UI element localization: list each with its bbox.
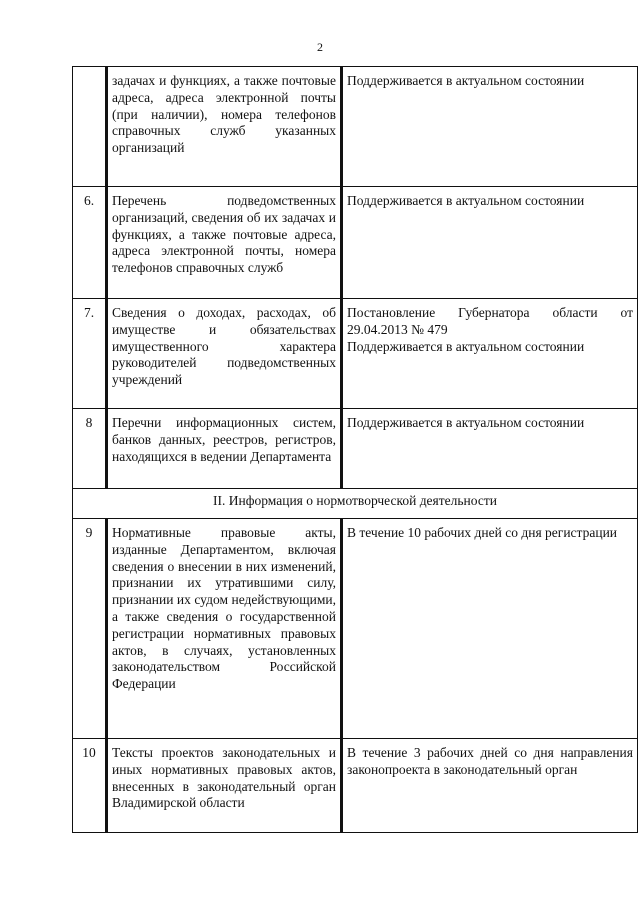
row-term: Поддерживается в актуальном состоянии <box>342 409 638 489</box>
page-number: 2 <box>317 40 323 54</box>
term-status: Поддерживается в актуальном состоянии <box>347 338 585 354</box>
row-number: 9 <box>73 519 107 739</box>
row-term: В течение 3 рабочих дней со дня направления законопроекта в законодательный орган <box>342 739 638 833</box>
table-row <box>73 299 638 409</box>
table-row <box>73 519 638 739</box>
row-term <box>342 299 638 409</box>
row-number <box>73 67 107 187</box>
term-decree: Постановление Губернатора области от 29.04.2013 № 479 <box>347 305 633 337</box>
row-term: Поддерживается в актуальном состоянии <box>342 187 638 299</box>
table-row <box>73 739 638 833</box>
table-row <box>73 409 638 489</box>
row-number: 6. <box>73 187 107 299</box>
section-heading: II. Информация о нормотворческой деятельности <box>73 489 638 519</box>
table-row <box>73 67 638 187</box>
row-term: В течение 10 рабочих дней со дня регистрации <box>342 519 638 739</box>
row-item-name: Перечень подведомственных организаций, сведения об их задачах и функциях, а также почтовые адреса, адреса электронной почты, номера телефонов справочных служб <box>107 187 342 299</box>
row-item-name: Перечни информационных систем, банков данных, реестров, регистров, находящихся в ведении Департамента <box>107 409 342 489</box>
table-row <box>73 187 638 299</box>
row-term: Поддерживается в актуальном состоянии <box>342 67 638 187</box>
row-item-name: Нормативные правовые акты, изданные Департаментом, включая сведения о внесении в них изменений, признании их утратившими силу, признании их судом недействующими, а также сведения о государственной регистрации нормативных правовых актов, в случаях, установленных законодательством Российской Федерации <box>107 519 342 739</box>
section-row <box>73 489 638 519</box>
row-number: 10 <box>73 739 107 833</box>
row-number: 8 <box>73 409 107 489</box>
row-number: 7. <box>73 299 107 409</box>
row-item-name: Сведения о доходах, расходах, об имуществе и обязательствах имущественного характера руководителей подведомственных учреждений <box>107 299 342 409</box>
row-item-name: Тексты проектов законодательных и иных нормативных правовых актов, внесенных в законодательный орган Владимирской области <box>107 739 342 833</box>
information-table <box>72 66 638 833</box>
row-item-name: задачах и функциях, а также почтовые адреса, адреса электронной почты (при наличии), номера телефонов справочных служб указанных организаций <box>107 67 342 187</box>
